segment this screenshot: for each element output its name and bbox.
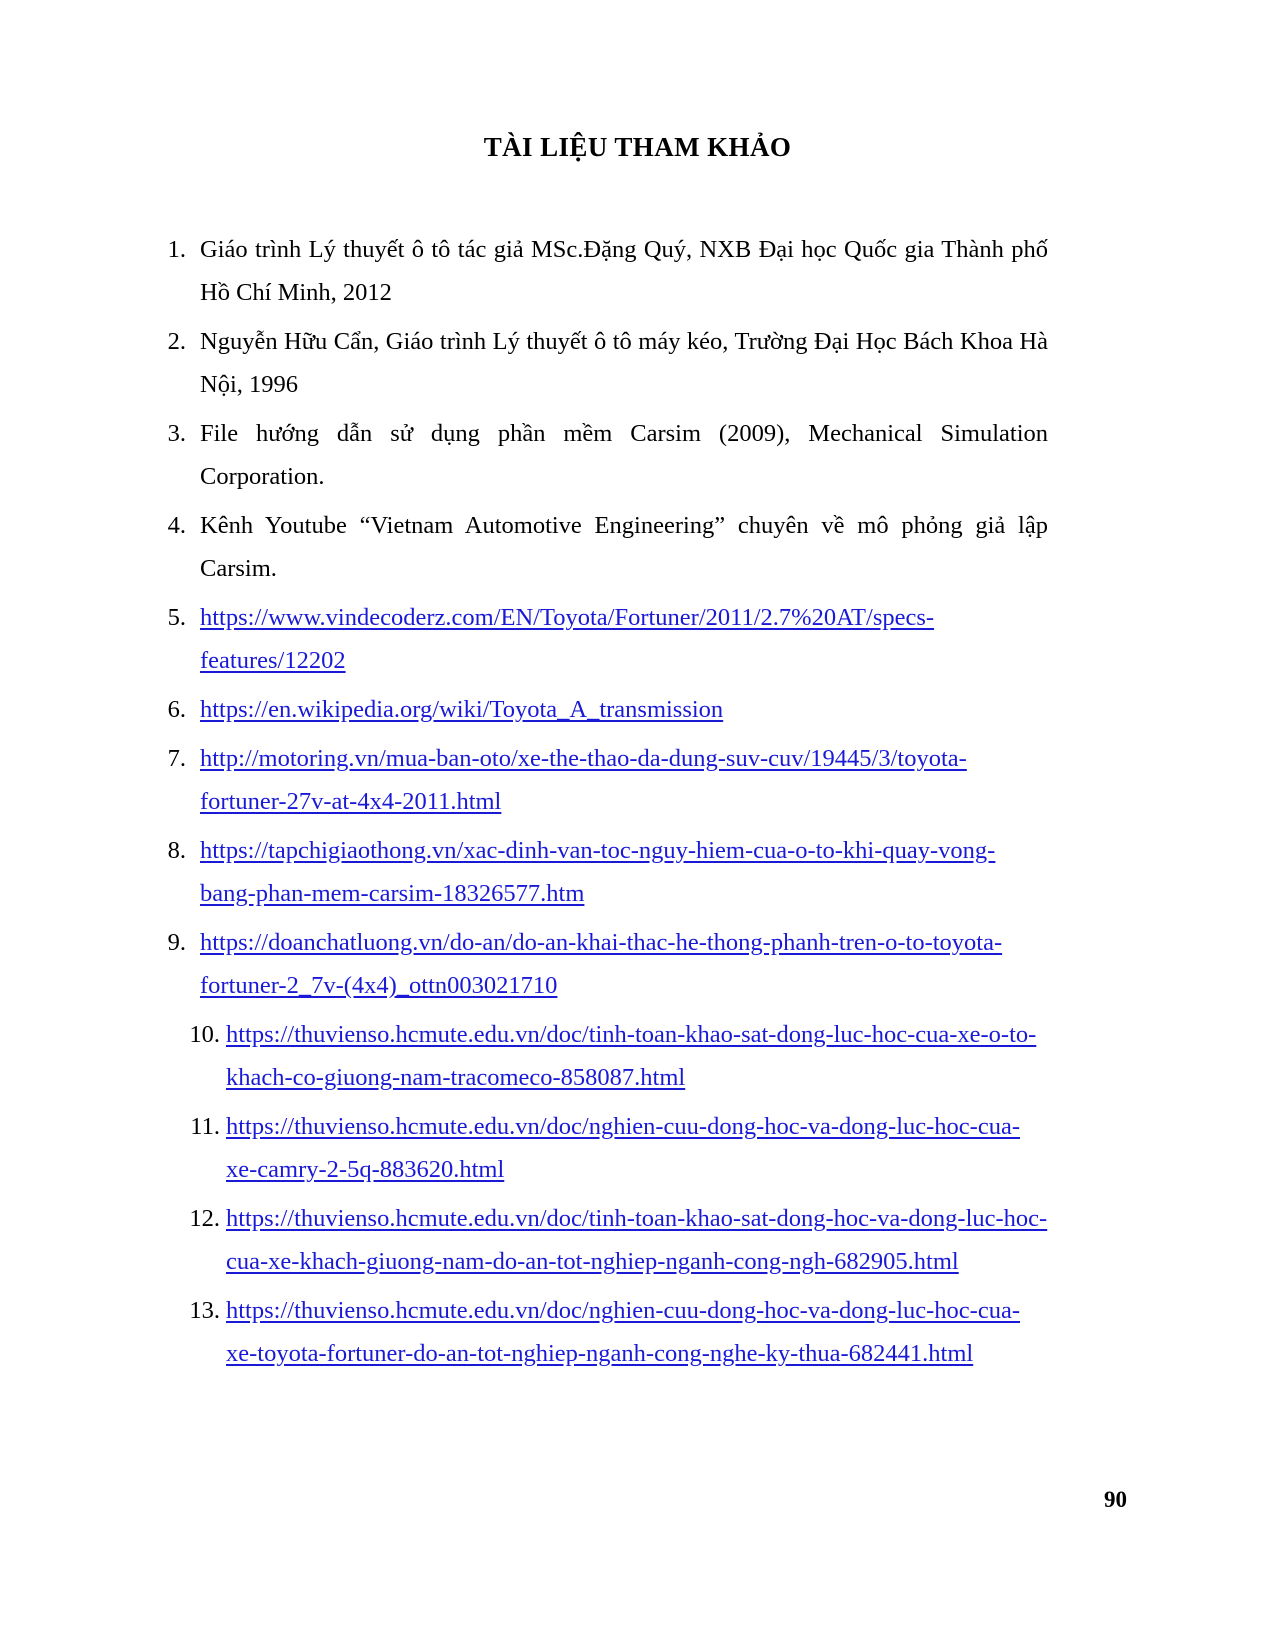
reference-link[interactable]: http://motoring.vn/mua-ban-oto/xe-the-thao-da-dung-suv-cuv/19445/3/toyota-fortuner-27v-at-4x4-2011.html — [200, 745, 967, 815]
reference-link[interactable]: https://tapchigiaothong.vn/xac-dinh-van-toc-nguy-hiem-cua-o-to-khi-quay-vong-bang-phan-mem-carsim-18326577.htm — [200, 837, 996, 907]
reference-text: Giáo trình Lý thuyết ô tô tác giả MSc.Đặng Quý, NXB Đại học Quốc gia Thành phố Hồ Chí Minh, 2012 — [200, 236, 1048, 306]
list-item-number: 10. — [189, 1021, 220, 1048]
list-item — [148, 596, 1048, 682]
list-item — [148, 688, 1048, 731]
list-item — [148, 737, 1048, 823]
list-item-number: 7. — [167, 745, 186, 772]
reference-link[interactable]: https://thuvienso.hcmute.edu.vn/doc/nghien-cuu-dong-hoc-va-dong-luc-hoc-cua-xe-toyota-fortuner-do-an-tot-nghiep-nganh-cong-nghe-ky-thua-682441.html — [226, 1297, 1020, 1367]
list-item-number: 9. — [167, 929, 186, 956]
list-item-number: 2. — [167, 328, 186, 355]
reference-link[interactable]: https://doanchatluong.vn/do-an/do-an-khai-thac-he-thong-phanh-tren-o-to-toyota-fortuner-2_7v-(4x4)_ottn003021710 — [200, 929, 1003, 999]
list-item-number: 1. — [167, 236, 186, 263]
reference-text: File hướng dẫn sử dụng phần mềm Carsim (2009), Mechanical Simulation Corporation. — [200, 420, 1048, 490]
list-item-number: 3. — [167, 420, 186, 447]
list-item-number: 5. — [167, 604, 186, 631]
list-item-number: 6. — [167, 696, 186, 723]
list-item — [148, 829, 1048, 915]
reference-link[interactable]: https://www.vindecoderz.com/EN/Toyota/Fortuner/2011/2.7%20AT/specs-features/12202 — [200, 604, 935, 674]
reference-text: Nguyễn Hữu Cẩn, Giáo trình Lý thuyết ô tô máy kéo, Trường Đại Học Bách Khoa Hà Nội, 1996 — [200, 328, 1048, 398]
list-item — [148, 504, 1048, 590]
reference-text: Kênh Youtube “Vietnam Automotive Engineering” chuyên về mô phỏng giả lập Carsim. — [200, 512, 1048, 582]
reference-link[interactable]: https://thuvienso.hcmute.edu.vn/doc/tinh-toan-khao-sat-dong-hoc-va-dong-luc-hoc-cua-xe-khach-giuong-nam-do-an-tot-nghiep-nganh-cong-ngh-682905.html — [226, 1205, 1048, 1275]
reference-link[interactable]: https://thuvienso.hcmute.edu.vn/doc/tinh-toan-khao-sat-dong-luc-hoc-cua-xe-o-to-khach-co-giuong-nam-tracomeco-858087.html — [226, 1021, 1037, 1091]
reference-link[interactable]: https://en.wikipedia.org/wiki/Toyota_A_transmission — [200, 696, 724, 723]
list-item — [148, 921, 1048, 1007]
reference-list — [148, 228, 1048, 1381]
list-item — [148, 1197, 1048, 1283]
list-item-number: 11. — [190, 1113, 220, 1140]
list-item — [148, 1289, 1048, 1375]
list-item — [148, 320, 1048, 406]
page-number: 90 — [1104, 1487, 1127, 1512]
list-item-number: 4. — [167, 512, 186, 539]
list-item-number: 8. — [167, 837, 186, 864]
list-item — [148, 1013, 1048, 1099]
page-title: TÀI LIỆU THAM KHẢO — [483, 132, 792, 162]
list-item — [148, 228, 1048, 314]
list-item — [148, 1105, 1048, 1191]
reference-link[interactable]: https://thuvienso.hcmute.edu.vn/doc/nghien-cuu-dong-hoc-va-dong-luc-hoc-cua-xe-camry-2-5q-883620.html — [226, 1113, 1020, 1183]
list-item — [148, 412, 1048, 498]
list-item-number: 12. — [189, 1205, 220, 1232]
list-item-number: 13. — [189, 1297, 220, 1324]
